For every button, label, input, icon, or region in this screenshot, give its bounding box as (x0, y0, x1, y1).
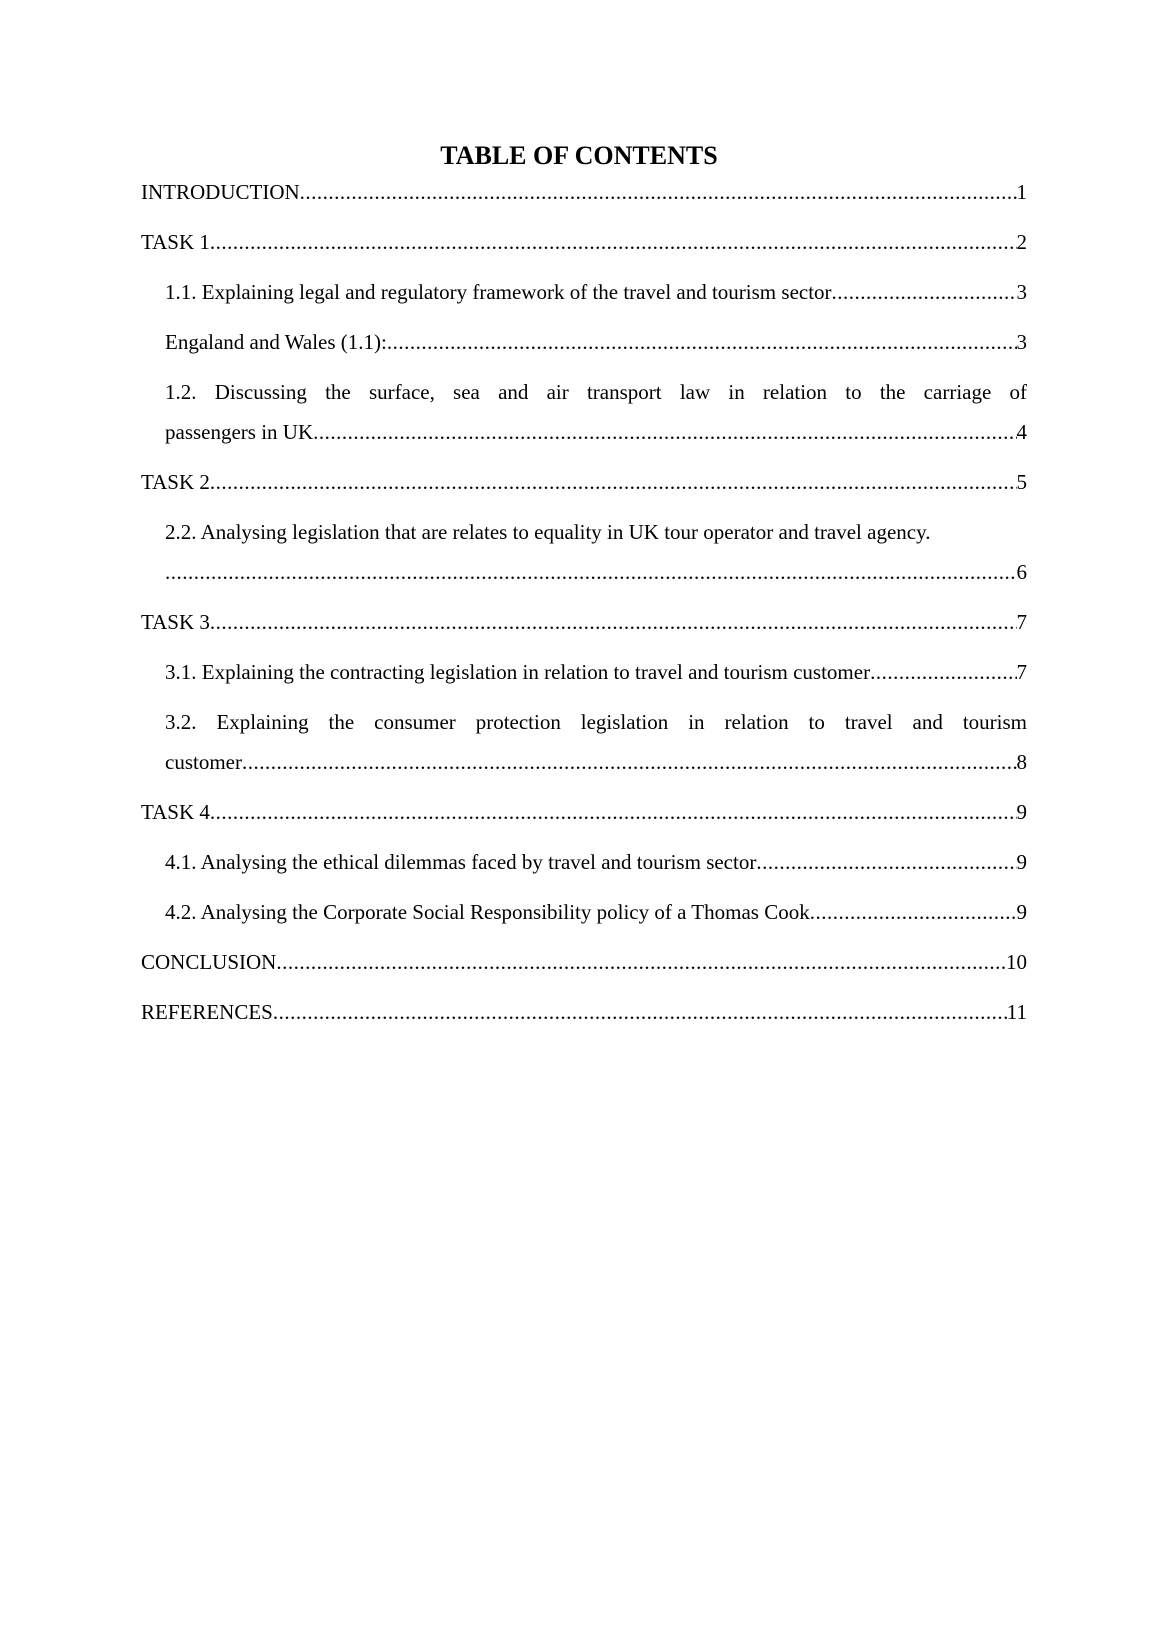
toc-leader-dots (210, 222, 1017, 262)
toc-page-number: 3 (1016, 280, 1027, 304)
toc-page-number: 7 (1016, 610, 1027, 634)
toc-entry-1-2[interactable] (165, 372, 1027, 452)
toc-leader-dots (165, 552, 1017, 592)
toc-entry-text: 1.1. Explaining legal and regulatory framework of the travel and tourism sector (165, 280, 832, 304)
toc-entry-4-1[interactable] (165, 842, 1027, 882)
toc-leader-dots (210, 792, 1017, 832)
toc-page-number: 9 (1016, 900, 1027, 924)
toc-entry-1-1[interactable] (165, 272, 1027, 312)
toc-entry-text-line-1: 2.2. Analysing legislation that are relates to equality in UK tour operator and travel agency. (165, 520, 931, 544)
toc-entry-task-4[interactable] (141, 792, 1027, 832)
toc-page-number: 8 (1016, 750, 1027, 774)
toc-entry-3-1[interactable] (165, 652, 1027, 692)
toc-page-number: 1 (1016, 180, 1027, 204)
toc-entry-task-2[interactable] (141, 462, 1027, 502)
toc-entry-text: customer (165, 750, 242, 774)
toc-entry-references[interactable] (141, 992, 1027, 1032)
toc-entry-text: TASK 2 (141, 470, 210, 494)
toc-entry-text: REFERENCES (141, 1000, 273, 1024)
toc-page-number: 3 (1016, 330, 1027, 354)
toc-entry-text: 4.2. Analysing the Corporate Social Responsibility policy of a Thomas Cook (165, 900, 810, 924)
toc-entry-4-2[interactable] (165, 892, 1027, 932)
toc-entry-text: TASK 1 (141, 230, 210, 254)
toc-entry-task-1[interactable] (141, 222, 1027, 262)
toc-entry-task-3[interactable] (141, 602, 1027, 642)
toc-page-number: 9 (1016, 850, 1027, 874)
toc-entry-conclusion[interactable] (141, 942, 1027, 982)
toc-entry-3-2[interactable] (165, 702, 1027, 782)
toc-page-number: 4 (1016, 420, 1027, 444)
toc-entry-text: Engaland and Wales (1.1): (165, 330, 387, 354)
toc-entry-text: 4.1. Analysing the ethical dilemmas faced by travel and tourism sector (165, 850, 757, 874)
toc-leader-dots (210, 602, 1017, 642)
toc-page-number: 7 (1016, 660, 1027, 684)
table-of-contents (141, 172, 1027, 1042)
toc-leader-dots (276, 942, 1006, 982)
toc-leader-dots (210, 462, 1017, 502)
toc-leader-dots (242, 742, 1017, 782)
toc-entry-2-2[interactable] (165, 512, 1027, 592)
toc-entry-text: 3.1. Explaining the contracting legislation in relation to travel and tourism customer (165, 660, 871, 684)
toc-entry-england-wales[interactable] (165, 322, 1027, 362)
toc-page-number: 5 (1016, 470, 1027, 494)
toc-leader-dots (870, 652, 1016, 692)
toc-title: TABLE OF CONTENTS (440, 141, 718, 170)
toc-entry-text-line-1: 3.2. Explaining the consumer protection legislation in relation to travel and tourism (165, 710, 1027, 734)
toc-page-number: 2 (1016, 230, 1027, 254)
toc-leader-dots (387, 322, 1017, 362)
toc-leader-dots (810, 892, 1017, 932)
toc-leader-dots (832, 272, 1017, 312)
toc-page-number: 10 (1006, 950, 1027, 974)
toc-page-number: 6 (1016, 560, 1027, 584)
toc-entry-text: CONCLUSION (141, 950, 277, 974)
toc-entry-text: TASK 4 (141, 800, 210, 824)
toc-entry-introduction[interactable] (141, 172, 1027, 212)
toc-page-number: 11 (1006, 1000, 1027, 1024)
toc-leader-dots (300, 172, 1017, 212)
toc-leader-dots (273, 992, 1007, 1032)
toc-page-number: 9 (1016, 800, 1027, 824)
toc-entry-text: TASK 3 (141, 610, 210, 634)
toc-leader-dots (313, 412, 1016, 452)
toc-entry-text: passengers in UK (165, 420, 314, 444)
toc-entry-text: INTRODUCTION (141, 180, 300, 204)
toc-leader-dots (756, 842, 1016, 882)
toc-entry-text-line-1: 1.2. Discussing the surface, sea and air transport law in relation to the carriage of (165, 380, 1027, 404)
